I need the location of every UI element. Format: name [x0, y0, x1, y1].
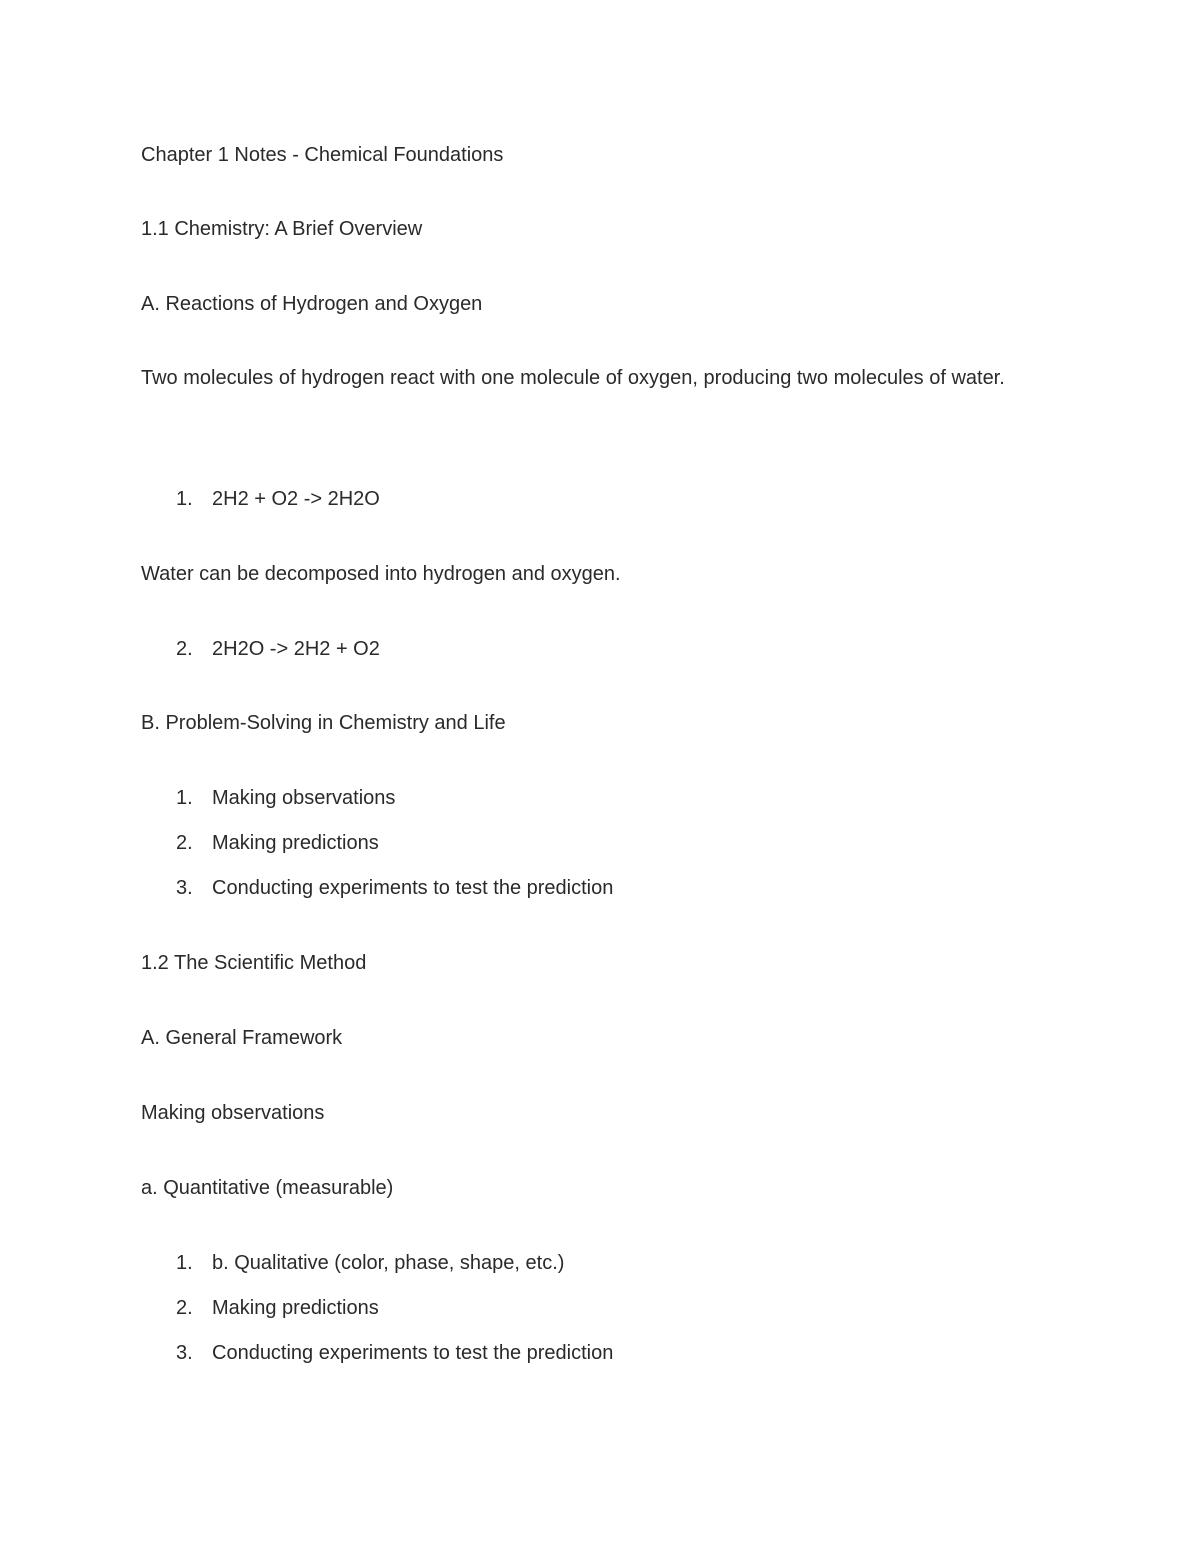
- list-number: 3.: [176, 1342, 193, 1364]
- list-item: [176, 1341, 613, 1365]
- list-number: 2.: [176, 638, 193, 660]
- paragraph-making-observations: Making observations: [141, 1102, 325, 1124]
- list-item-text: b. Qualitative (color, phase, shape, etc.): [212, 1252, 565, 1274]
- list-number: 2.: [176, 1297, 193, 1319]
- list-item-text: Conducting experiments to test the prediction: [212, 877, 614, 899]
- section-heading-1-1: 1.1 Chemistry: A Brief Overview: [141, 218, 423, 240]
- list-item: [176, 1251, 564, 1275]
- list-item: [176, 831, 379, 855]
- equation-item-2: [176, 637, 380, 661]
- list-item: [176, 786, 395, 810]
- equation-item-1: [176, 487, 380, 511]
- list-item-text: Making observations: [212, 787, 396, 809]
- document-title: Chapter 1 Notes - Chemical Foundations: [141, 144, 504, 166]
- list-item-text: Making predictions: [212, 832, 379, 854]
- section-heading-1-2: 1.2 The Scientific Method: [141, 952, 367, 974]
- list-number: 1.: [176, 787, 193, 809]
- list-item-text: Conducting experiments to test the prediction: [212, 1342, 614, 1364]
- paragraph-quantitative: a. Quantitative (measurable): [141, 1177, 394, 1199]
- equation-text: 2H2O -> 2H2 + O2: [212, 638, 380, 660]
- list-number: 1.: [176, 1252, 193, 1274]
- list-number: 2.: [176, 832, 193, 854]
- list-item: [176, 876, 613, 900]
- paragraph-decompose: Water can be decomposed into hydrogen and oxygen.: [141, 563, 621, 585]
- subheading-problem-solving: B. Problem-Solving in Chemistry and Life: [141, 712, 506, 734]
- list-item: [176, 1296, 379, 1320]
- list-number: 3.: [176, 877, 193, 899]
- subheading-reactions: A. Reactions of Hydrogen and Oxygen: [141, 293, 483, 315]
- list-item-text: Making predictions: [212, 1297, 379, 1319]
- subheading-general-framework: A. General Framework: [141, 1027, 343, 1049]
- paragraph-hydrogen-oxygen: Two molecules of hydrogen react with one molecule of oxygen, producing two molecules of water.: [141, 367, 1005, 389]
- equation-text: 2H2 + O2 -> 2H2O: [212, 488, 380, 510]
- list-number: 1.: [176, 488, 193, 510]
